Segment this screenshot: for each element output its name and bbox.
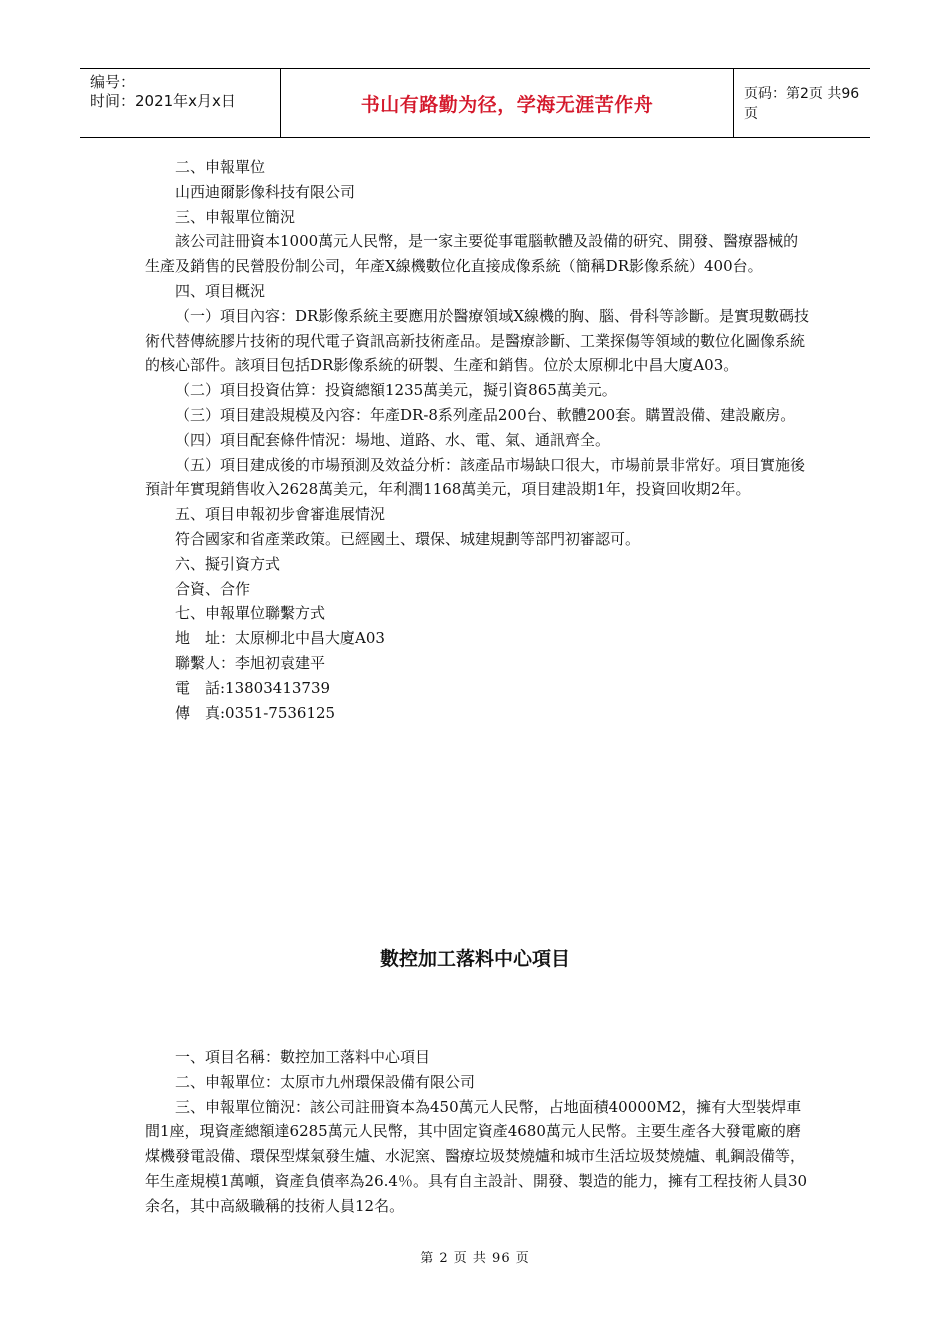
paragraph: 符合國家和省產業政策。已經國土、環保、城建規劃等部門初審認可。 bbox=[175, 529, 641, 548]
paragraph: 二、申報單位 bbox=[175, 158, 266, 176]
paragraph: 山西迪爾影像科技有限公司 bbox=[175, 182, 356, 201]
document-time-label: 时间：2021年x月x日 bbox=[90, 92, 236, 110]
paragraph: 該公司註冊資本1000萬元人民幣，是一家主要從事電腦軟體及設備的研究、開發、醫療器械的生產及銷售的民營股份制公司，年產X線機數位化直接成像系統（簡稱DR影像系統）400台。 bbox=[145, 232, 799, 276]
paragraph: 四、項目概況 bbox=[175, 281, 266, 300]
contact-fax: 傳 真:0351-7536125 bbox=[175, 703, 336, 722]
header-meta bbox=[80, 69, 281, 137]
paragraph: （二）項目投資估算：投資總額1235萬美元，擬引資865萬美元。 bbox=[175, 381, 617, 400]
motto-text: 书山有路勤为径，学海无涯苦作舟 bbox=[360, 93, 654, 116]
paragraph: 二、申報單位：太原市九州環保設備有限公司 bbox=[175, 1072, 476, 1091]
contact-person: 聯繫人：李旭初袁建平 bbox=[175, 653, 326, 672]
paragraph: （五）項目建成後的市場預測及效益分析：該產品市場缺口很大，市場前景非常好。項目實施後預計年實現銷售收入2628萬美元，年利潤1168萬美元，項目建設期1年，投資回收期2年。 bbox=[145, 455, 806, 499]
paragraph: 合資、合作 bbox=[175, 579, 251, 598]
page-header bbox=[80, 68, 870, 138]
paragraph: （三）項目建設規模及內容：年產DR-8系列產品200台、軟體200套。購置設備、建設廠房。 bbox=[175, 405, 796, 424]
section-title: 數控加工落料中心項目 bbox=[379, 948, 570, 970]
page-footer: 第 2 页 共 96 页 bbox=[420, 1251, 530, 1266]
paragraph: 一、項目名稱：數控加工落料中心項目 bbox=[175, 1048, 431, 1066]
paragraph: 七、申報單位聯繫方式 bbox=[175, 604, 326, 623]
header-motto bbox=[281, 69, 734, 137]
paragraph: （一）項目內容：DR影像系統主要應用於醫療領域X線機的胸、腦、骨科等診斷。是實現數碼技術代替傳統膠片技術的現代電子資訊高新技術產品。是醫療診斷、工業探傷等領域的數位化圖像系統的核心部件。該項目包括DR影像系統的研製、生產和銷售。位於太原柳北中昌大廈A03。 bbox=[145, 306, 810, 375]
paragraph: 六、擬引資方式 bbox=[175, 554, 281, 573]
paragraph: 三、申報單位簡況：該公司註冊資本為450萬元人民幣，占地面積40000M2，擁有大型裝焊車間1座，現資產總額達6285萬元人民幣，其中固定資產4680萬元人民幣。主要生產各大發電廠的磨煤機發電設備、環保型煤氣發生爐、水泥窯、醫療垃圾焚燒爐和城市生活垃圾焚燒爐、軋鋼設備等，年生產規模1萬噸，資產負債率為26.4％。具有自主設計、開發、製造的能力，擁有工程技術人員30余名，其中高級職稱的技術人員12名。 bbox=[145, 1097, 808, 1215]
document-number-label: 编号： bbox=[90, 73, 136, 91]
contact-address: 地 址：太原柳北中昌大廈A03 bbox=[175, 629, 385, 648]
paragraph: （四）項目配套條件情況：場地、道路、水、電、氣、通訊齊全。 bbox=[175, 430, 611, 449]
section-dr-imaging bbox=[145, 155, 810, 725]
paragraph: 五、項目申報初步會審進展情況 bbox=[175, 505, 386, 524]
contact-phone: 電 話:13803413739 bbox=[175, 678, 331, 697]
header-page-info: 页码：第2页 共96页 bbox=[744, 86, 860, 122]
paragraph: 三、申報單位簡況 bbox=[175, 207, 296, 226]
section-cnc-center bbox=[145, 1045, 810, 1219]
